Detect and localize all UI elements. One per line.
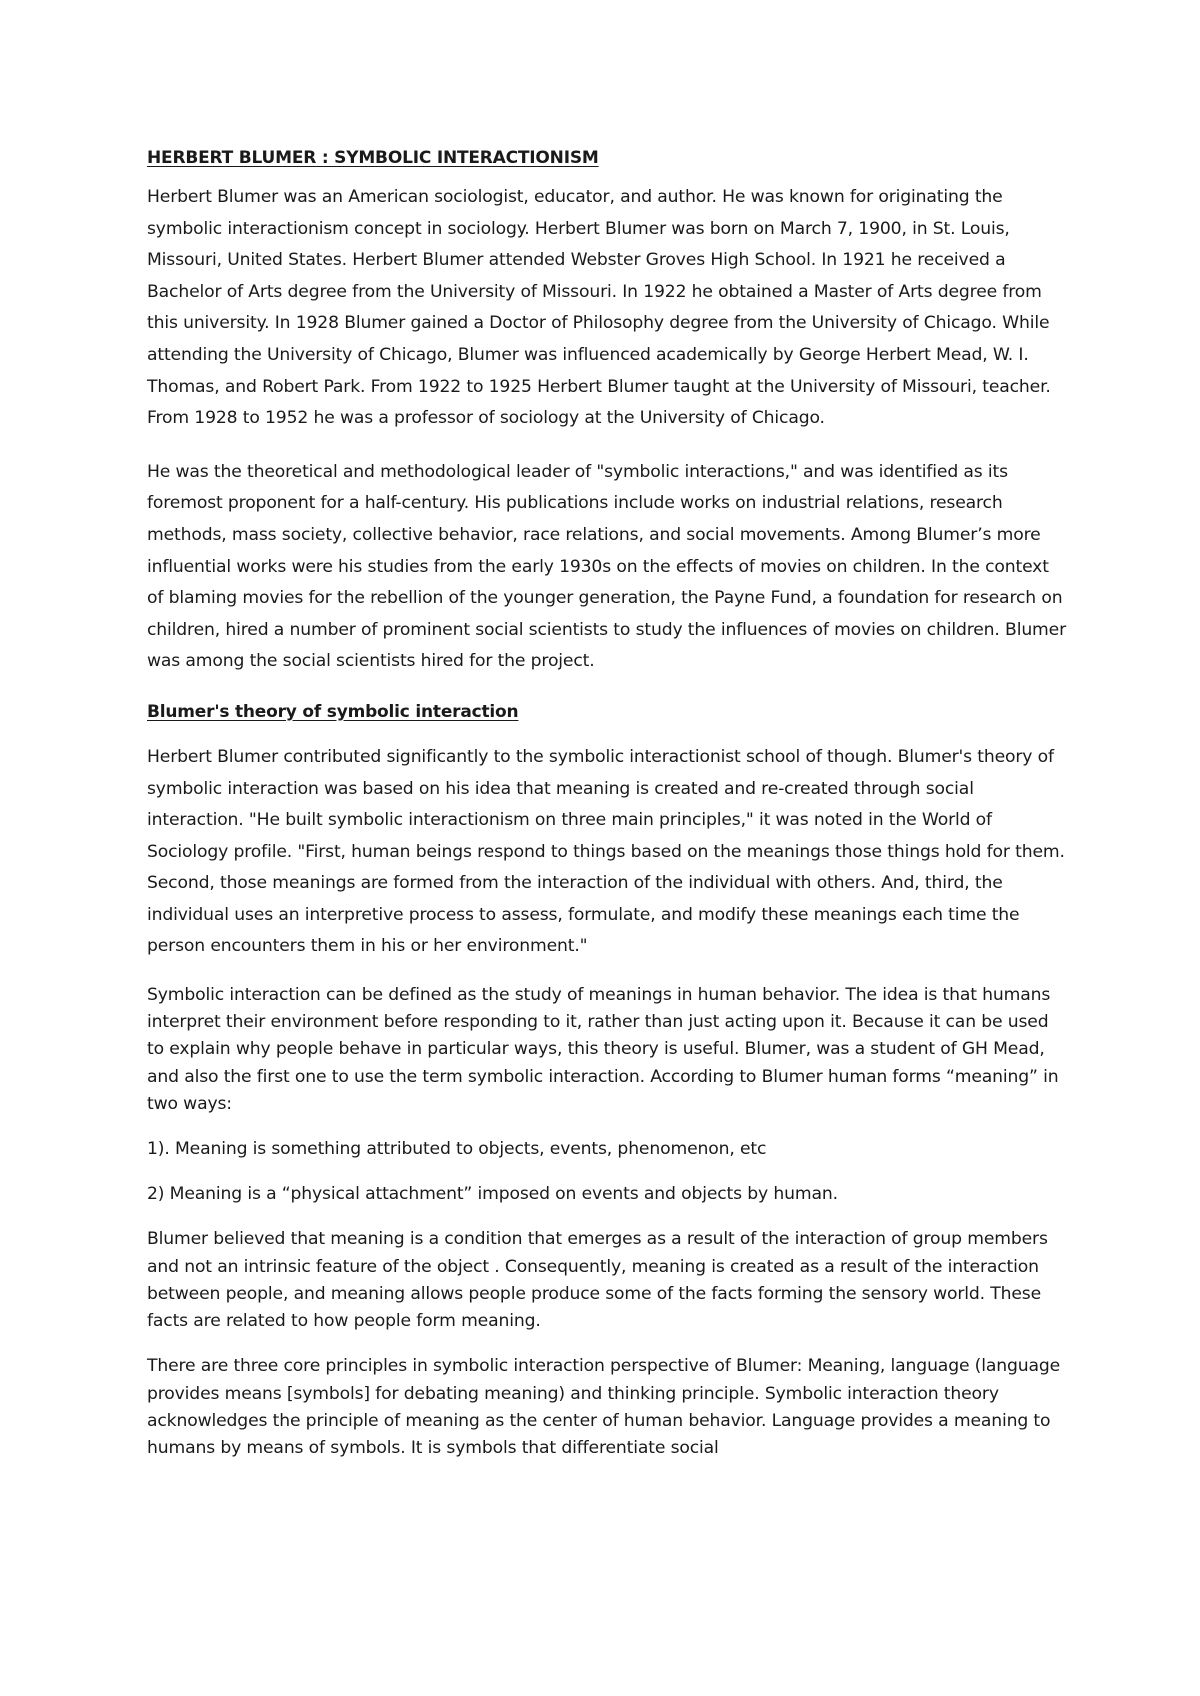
section-heading: Blumer's theory of symbolic interaction (147, 701, 519, 722)
leader-paragraph: He was the theoretical and methodological leader of "symbolic interactions," and was identified as its foremost proponent for a half-century. His publications include works on industrial relations, research methods, mass society, collective behavior, race relations, and social movements. Among Blumer’s more influential works were his studies from the early 1930s on the effects of movies on children. In the context of blaming movies for the rebellion of the younger generation, the Payne Fund, a foundation for research on children, hired a number of prominent social scientists to study the influences of movies on children. Blumer was among the social scientists hired for the project. (147, 461, 1066, 672)
document-body (147, 146, 1067, 1462)
document-title: HERBERT BLUMER : SYMBOLIC INTERACTIONISM (147, 148, 599, 168)
theory-paragraph: Herbert Blumer contributed significantly to the symbolic interactionist school of though. Blumer's theory of symbolic interaction was based on his idea that meaning is created and re-created through social interaction. "He built symbolic interactionism on three main principles," it was noted in the World of Sociology profile. "First, human beings respond to things based on the meanings those things hold for them. Second, those meanings are formed from the interaction of the individual with others. And, third, the individual uses an interpretive process to assess, formulate, and modify these meanings each time the person encounters them in his or her environment." (147, 746, 1065, 957)
principles-paragraph: There are three core principles in symbolic interaction perspective of Blumer: Meaning, language (language provides means [symbols] for debating meaning) and thinking principle. Symbolic interaction theory acknowledges the principle of meaning as the center of human behavior. Language provides a meaning to humans by means of symbols. It is symbols that differentiate social (147, 1356, 1061, 1458)
intro-paragraph: Herbert Blumer was an American sociologist, educator, and author. He was known for originating the symbolic interactionism concept in sociology. Herbert Blumer was born on March 7, 1900, in St. Louis, Missouri, United States. Herbert Blumer attended Webster Groves High School. In 1921 he received a Bachelor of Arts degree from the University of Missouri. In 1922 he obtained a Master of Arts degree from this university. In 1928 Blumer gained a Doctor of Philosophy degree from the University of Chicago. While attending the University of Chicago, Blumer was influenced academically by George Herbert Mead, W. I. Thomas, and Robert Park. From 1922 to 1925 Herbert Blumer taught at the University of Missouri, teacher. From 1928 to 1952 he was a professor of sociology at the University of Chicago. (147, 187, 1051, 429)
definition-paragraph: Symbolic interaction can be defined as the study of meanings in human behavior. The idea is that humans interpret their environment before responding to it, rather than just acting upon it. Because it can be used to explain why people behave in particular ways, this theory is useful. Blumer, was a student of GH Mead, and also the first one to use the term symbolic interaction. According to Blumer human forms “meaning” in two ways: (147, 985, 1059, 1114)
list-item: 1). Meaning is something attributed to objects, events, phenomenon, etc (147, 1139, 767, 1160)
belief-paragraph: Blumer believed that meaning is a condition that emerges as a result of the interaction of group members and not an intrinsic feature of the object . Consequently, meaning is created as a result of the interaction between people, and meaning allows people produce some of the facts forming the sensory world. These facts are related to how people form meaning. (147, 1229, 1048, 1332)
list-item: 2) Meaning is a “physical attachment” imposed on events and objects by human. (147, 1184, 838, 1205)
